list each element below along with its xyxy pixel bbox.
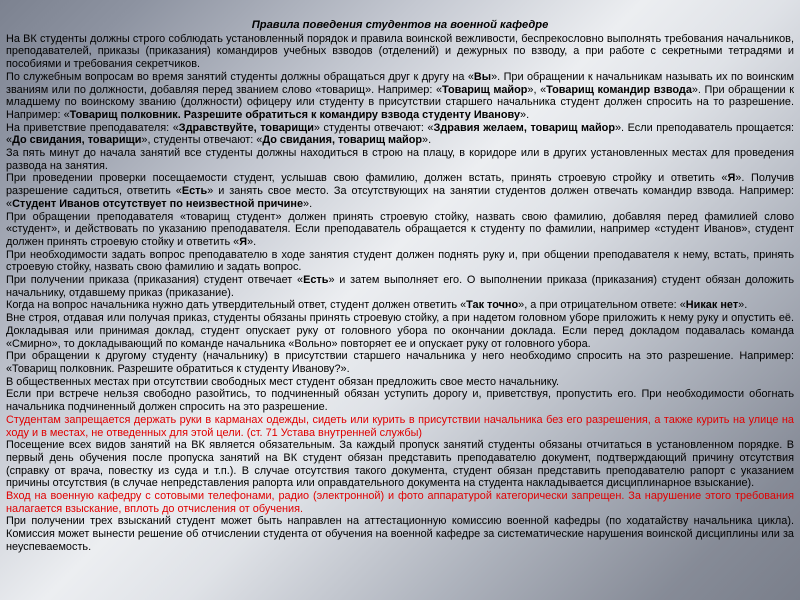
document-body xyxy=(6,19,794,554)
bold-phrase: До свидания, товарищи xyxy=(12,134,142,147)
text-run: В общественных местах при отсутствии свободных мест студент обязан предложить свое место начальнику. xyxy=(6,375,560,388)
paragraph xyxy=(6,376,794,389)
text-run: ». Получив разрешение садиться, ответить « xyxy=(6,172,794,198)
text-run: При обращении к другому студенту (начальнику) в присутствии старшего начальника у него необходимо спросить на это разрешение. Например: «Товарищ полковник. Разрешите обратиться к студенту Иванову?». xyxy=(6,350,794,375)
text-run: », « xyxy=(527,83,547,96)
text-run: На приветствие преподавателя: « xyxy=(6,121,179,134)
text-run: Если при встрече нельзя свободно разойтись, то подчиненный обязан уступить дорогу и, приветствуя, пропустить его. При необходимости обогнать начальника подчиненный должен спросить на это разрешение. xyxy=(6,388,794,414)
paragraph xyxy=(6,515,794,553)
document-title: Правила поведения студентов на военной кафедре xyxy=(251,19,549,31)
paragraph xyxy=(6,350,794,375)
bold-phrase: Товарищ полковник. Разрешите обратиться к командиру взвода студенту Иванову xyxy=(69,108,521,121)
bold-phrase: Я xyxy=(727,172,736,185)
paragraph xyxy=(6,274,794,299)
paragraph xyxy=(6,439,794,490)
text-run: По служебным вопросам во время занятий студенты должны обращаться друг к другу на « xyxy=(6,70,474,83)
paragraph xyxy=(6,147,794,172)
bold-phrase: Я xyxy=(239,235,248,248)
text-run: Вход на военную кафедру с сотовыми телефонами, радио (электронной) и фото аппаратурой категорически запрещен. За нарушение этого требования налагается взыскание, вплоть до отчисления от обучения. xyxy=(6,490,794,515)
text-run: » и занять свое место. За отсутствующих на занятии студентов должен отвечать командир взвода. Например: « xyxy=(6,185,794,210)
paragraph xyxy=(6,414,794,439)
paragraph xyxy=(6,33,794,71)
text-run: ». xyxy=(422,134,432,147)
paragraph xyxy=(6,299,794,312)
text-run: При необходимости задать вопрос преподавателю в ходе занятия студент должен поднять руку и, при общении преподавателя к нему, встать, принять строевую стойку, назвать свою фамилию и задать вопрос. xyxy=(6,248,794,274)
paragraph xyxy=(6,490,794,515)
paragraph-list xyxy=(6,33,794,554)
paragraph xyxy=(6,388,794,413)
text-run: ». xyxy=(520,108,530,121)
text-run: ». При обращении к младшему по воинскому званию (должности) офицеру или студенту в присутствии старшего начальника студент должен спросить на то разрешение. Например: « xyxy=(6,83,794,121)
bold-phrase: Никак нет xyxy=(685,299,739,312)
text-run: » студенты отвечают: « xyxy=(313,121,434,134)
bold-phrase: Так точно xyxy=(466,299,519,312)
bold-phrase: До свидания, товарищ майор xyxy=(262,134,423,147)
bold-phrase: Есть xyxy=(303,274,329,287)
text-run: » и затем выполняет его. О выполнении приказа (приказания) студент обязан доложить начальнику, отдавшему приказ (приказание). xyxy=(6,274,794,299)
text-run: На ВК студенты должны строго соблюдать установленный порядок и правила воинской вежливости, беспрекословно выполнять требования начальников, преподавателей, приказы (приказания) командиров учебных взводов (отделений) и дежурных по взводу, а при работе с секретными тетрадями и пособиями и требования секретчиков. xyxy=(6,32,794,71)
text-run: При обращении преподавателя «товарищ студент» должен принять строевую стойку, назвать свою фамилию, добавляя перед фамилией слово «студент», и действовать по указанию преподавателя. Если преподаватель обращается к студенту по фамилии, например «студент Иванов», студент должен принять строевую стойку и ответить « xyxy=(6,210,794,248)
bold-phrase: Товарищ командир взвода xyxy=(546,83,692,96)
paragraph xyxy=(6,312,794,350)
paragraph xyxy=(6,71,794,122)
text-run: При получении трех взысканий студент может быть направлен на аттестационную комиссию военной кафедры (по ходатайству начальника цикла). Комиссия может вынести решение об отчислении студента от обучения на военной кафедре за систематические нарушения воинской дисциплины или за неуспеваемость. xyxy=(6,515,794,553)
bold-phrase: Вы xyxy=(473,70,492,83)
text-run: ». xyxy=(247,235,257,248)
text-run: », а при отрицательном ответе: « xyxy=(518,299,686,312)
text-run: ». Если преподаватель прощается: « xyxy=(6,121,795,147)
text-run: Вне строя, отдавая или получая приказ, студенты обязаны принять строевую стойку, а при надетом головном уборе приложить к нему руку и опустить её. Докладывая или принимая доклад, студент опускает руку от головного убора по окончании доклада. Если перед докладом подавалась команда «Смирно», то докладывающий по команде начальника «Вольно» повторяет ее и опускает руку от головного убора. xyxy=(6,312,794,350)
text-run: ». При обращении к начальникам называть их по воинским званиям или по должности, добавляя перед званием слово «товарищ». Например: « xyxy=(6,70,794,96)
bold-phrase: Студент Иванов отсутствует по неизвестной причине xyxy=(12,197,304,210)
paragraph xyxy=(6,211,794,249)
paragraph xyxy=(6,172,794,210)
text-run: Посещение всех видов занятий на ВК является обязательным. За каждый пропуск занятий студенты обязаны отчитаться в установленном порядке. В первый день обучения после пропуска занятий на ВК студент обязан представить преподавателю документ, подтверждающий причину отсутствия (справку от врача, повестку из суда и т.п.). В случае отсутствия такого документа, студент обязан представить преподавателю рапорт с указанием причины отсутствия (в случае непредставления рапорта или оправдательного документа на студента накладывается дисциплинарное взыскание). xyxy=(6,439,794,490)
paragraph xyxy=(6,122,794,147)
text-run: За пять минут до начала занятий все студенты должны находиться в строю на плацу, в коридоре или в других установленных местах для проведения развода на занятия. xyxy=(6,147,794,172)
text-run: ». xyxy=(738,299,748,312)
text-run: », студенты отвечают: « xyxy=(141,134,263,147)
text-run: ». xyxy=(303,197,313,210)
bold-phrase: Здравствуйте, товарищи xyxy=(178,121,314,134)
text-run: При проведении проверки посещаемости студент, услышав свою фамилию, должен встать, принять строевую стройку и ответить « xyxy=(6,172,728,185)
text-run: При получении приказа (приказания) студент отвечает « xyxy=(6,274,304,287)
text-run: Студентам запрещается держать руки в карманах одежды, сидеть или курить в присутствии начальника без его разрешения, а также курить на улице на ходу и в местах, не отведенных для этой цели. (ст. 71 Устава внутренней службы) xyxy=(6,413,794,439)
bold-phrase: Здравия желаем, товарищ майор xyxy=(433,121,615,134)
paragraph xyxy=(6,249,794,274)
bold-phrase: Есть xyxy=(181,185,208,198)
text-run: Когда на вопрос начальника нужно дать утвердительный ответ, студент должен ответить « xyxy=(6,299,467,312)
bold-phrase: Товарищ майор xyxy=(442,83,528,96)
